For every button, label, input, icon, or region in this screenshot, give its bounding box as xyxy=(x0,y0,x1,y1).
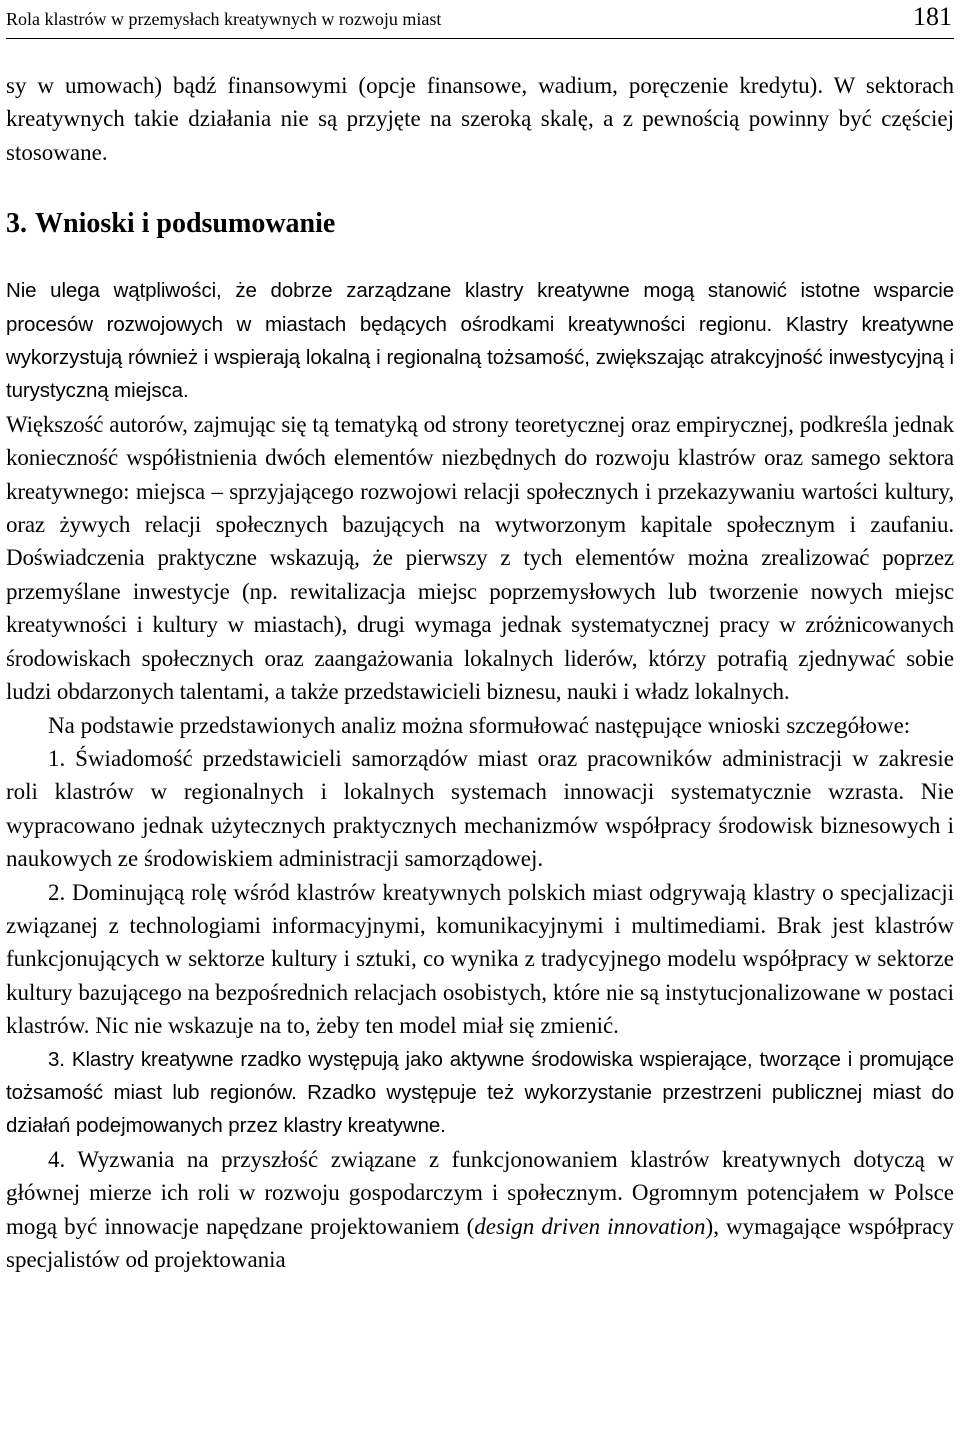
section-heading xyxy=(6,207,954,241)
paragraph-1: Nie ulega wątpliwości, że dobrze zarządzane klastry kreatywne mogą stanowić istotne wsparcie procesów rozwojowych w miastach będących ośrodkami kreatywności regionu. Klastry kreatywne wykorzystują również i wspierają lokalną i regionalną tożsamość, zwiększając atrakcyjność inwestycyjną i turystyczną miejsca. xyxy=(6,279,954,403)
item-4-end: ), wymagające współpracy specjalistów od projektowania xyxy=(6,1213,955,1272)
running-header xyxy=(6,0,954,39)
page-number: 181 xyxy=(913,2,952,31)
item-4-start: 4. Wyzwania na przyszłość związane z funkcjonowaniem klastrów kreatywnych dotyczą w głównej mierze ich roli w rozwoju gospodarczym i społecznym. Ogromnym potencjałem w Polsce mogą być innowacje napędzane projektowaniem ( xyxy=(6,1146,954,1239)
section-title: Wnioski i podsumowanie xyxy=(35,208,336,240)
item-4-italic: design driven innovation xyxy=(474,1213,706,1239)
conclusion-item-3: 3. Klastry kreatywne rzadko występują jako aktywne środowiska wspierające, tworzące i promujące tożsamość miast lub regionów. Rzadko występuje też wykorzystanie przestrzeni publicznej miast do działań podejmowanych przez klastry kreatywne. xyxy=(6,1047,954,1138)
document-page xyxy=(6,0,954,1276)
paragraph-1b: Większość autorów, zajmując się tą tematyką od strony teoretycznej oraz empirycznej, podkreśla jednak konieczność współistnienia dwóch elementów niezbędnych do rozwoju klastrów oraz samego sektora kreatywnego: miejsca – sprzyjającego rozwojowi relacji społecznych i przekazywaniu wartości kultury, oraz żywych relacji społecznych bazujących na wytworzonym kapitale społecznym i zaufaniu. Doświadczenia praktyczne wskazują, że pierwszy z tych elementów można zrealizować poprzez przemyślane inwestycje (np. rewitalizacja miejsc poprzemysłowych lub tworzenie nowych miejsc kreatywności i kultury w miastach), drugi wymaga jednak systematycznej pracy w zróżnicowanych środowiskach społecznych oraz zaangażowania lokalnych liderów, którzy potrafią zjednywać sobie ludzi obdarzonych talentami, a także przedstawicieli biznesu, nauki i władz lokalnych. xyxy=(6,411,954,705)
conclusion-item-2: 2. Dominującą rolę wśród klastrów kreatywnych polskich miast odgrywają klastry o specjalizacji związanej z technologiami informacyjnymi, komunikacyjnymi i multimediami. Brak jest klastrów funkcjonujących w sektorze kultury i sztuki, co wynika z tradycyjnego modelu współpracy w sektorze kultury bazującego na bezpośrednich relacjach osobistych, które nie są instytucjonalizowane w postaci klastrów. Nic nie wskazuje na to, żeby ten model miał się zmienić. xyxy=(6,879,954,1039)
conclusion-item-1: 1. Świadomość przedstawicieli samorządów miast oraz pracowników administracji w zakresie roli klastrów w regionalnych i lokalnych systemach innowacji systematycznie wzrasta. Nie wypracowano jednak użytecznych praktycznych mechanizmów współpracy środowisk biznesowych i naukowych ze środowiskiem administracji samorządowej. xyxy=(6,745,954,872)
section-number: 3. xyxy=(6,208,27,240)
intro-paragraph: sy w umowach) bądź finansowymi (opcje finansowe, wadium, poręczenie kredytu). W sektorach kreatywnych takie działania nie są przyjęte na szeroką skalę, a z pewnością powinny być częściej stosowane. xyxy=(6,73,954,165)
section-body xyxy=(6,274,954,1276)
header-title: Rola klastrów w przemysłach kreatywnych w rozwoju miast xyxy=(6,9,442,29)
conclusion-item-4 xyxy=(6,1143,954,1277)
paragraph-2: Na podstawie przedstawionych analiz można sformułować następujące wnioski szczegółowe: xyxy=(48,712,911,738)
